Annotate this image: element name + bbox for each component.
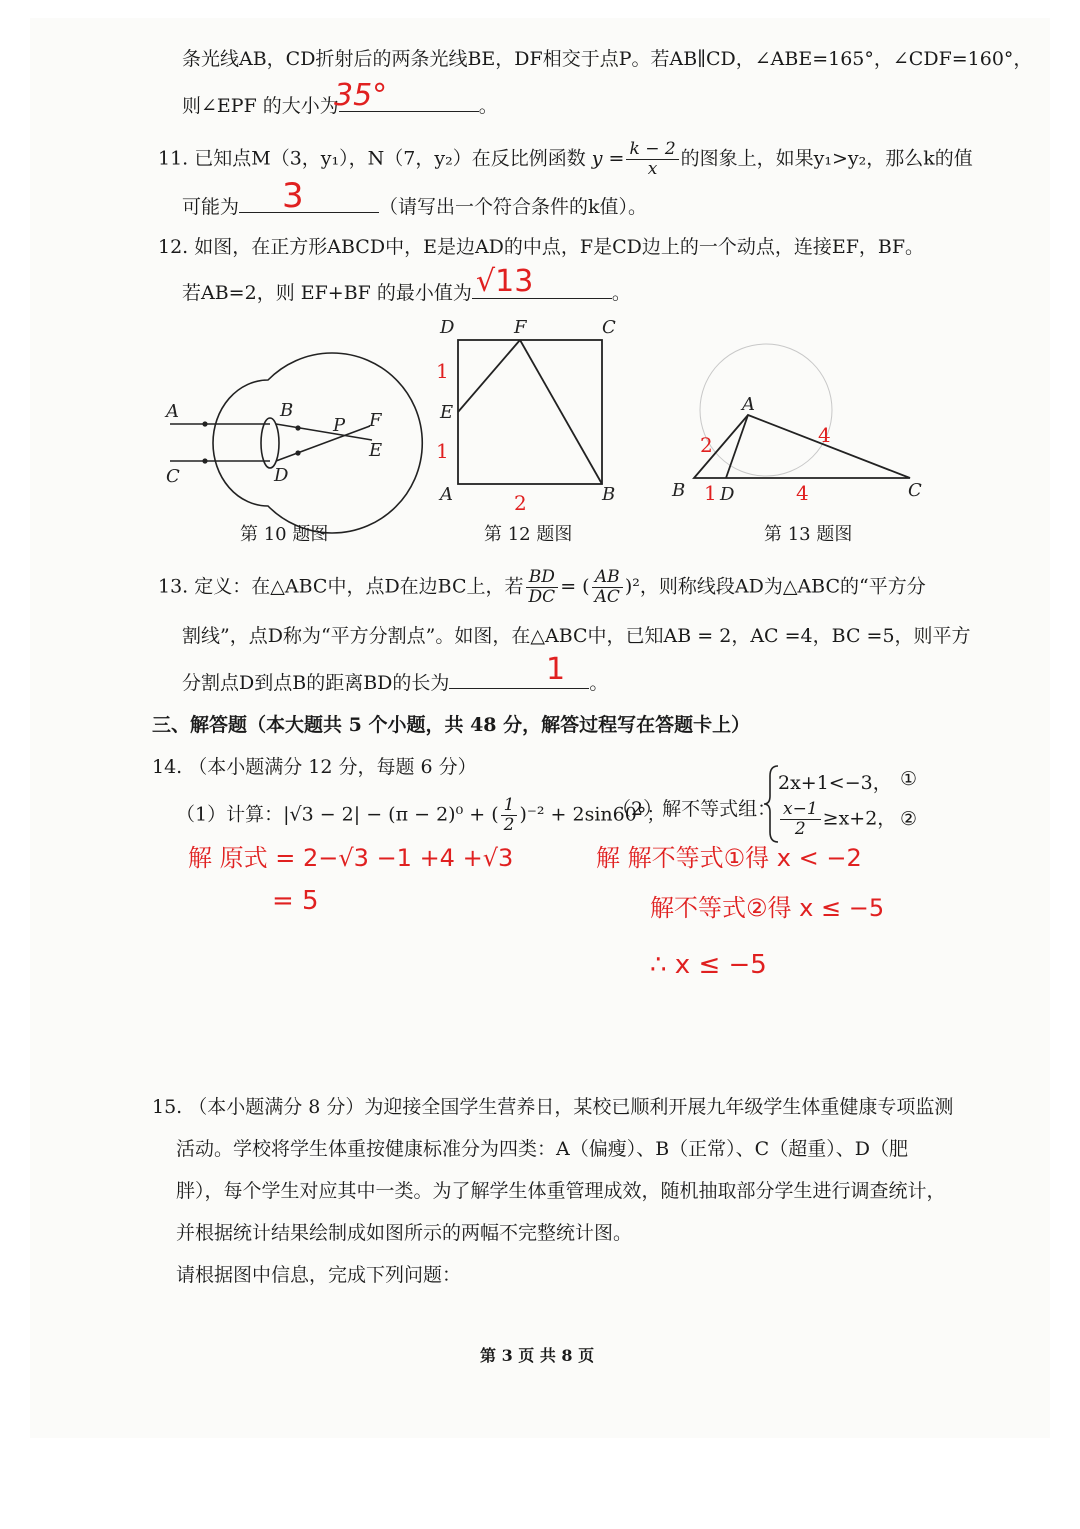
- q14-half-num: 1: [501, 796, 518, 816]
- fig10-label-f: F: [369, 410, 382, 431]
- fig10-caption: 第 10 题图: [240, 524, 329, 545]
- q10-handwritten-answer: 35°: [334, 78, 388, 113]
- fig13-hw-dc: 4: [796, 481, 809, 505]
- q10-line1: 条光线AB，CD折射后的两条光线BE，DF相交于点P。若AB∥CD，∠ABE=165°，∠CDF=160°，: [182, 48, 1033, 70]
- fig13-segment-ad: [726, 415, 748, 478]
- q12-text: 如图，在正方形ABCD中，E是边AD的中点，F是CD边上的一个动点，连接EF，BF。: [194, 236, 925, 258]
- fig10-eyeball: [213, 353, 422, 533]
- q13-f1-num: BD: [526, 568, 558, 588]
- q14-half-den: 2: [503, 815, 515, 835]
- fig13-hw-ac: 4: [818, 423, 831, 447]
- fig10-diagram: [170, 353, 422, 533]
- q13-answer-blank: [449, 666, 589, 689]
- q14-part2-label: （2）解不等式组：: [612, 798, 777, 820]
- q13-line2: 割线”，点D称为“平方分割点”。如图，在△ABC中，已知AB = 2，AC =4，BC =5，则平方: [182, 625, 971, 647]
- q14-ineq1: 2x+1<−3，: [778, 772, 892, 794]
- fig10-label-b: B: [280, 400, 294, 421]
- page-footer: 第 3 页 共 8 页: [480, 1346, 595, 1365]
- q13-f2-den: AC: [594, 587, 620, 607]
- q13-pow: )²: [624, 575, 640, 598]
- fig12-diagram: [458, 340, 602, 484]
- fig10-label-p: P: [333, 415, 346, 436]
- q14-part1: [176, 796, 665, 835]
- q13-f1-den: DC: [528, 587, 556, 607]
- fig12-segment-fb: [520, 340, 602, 484]
- q14-ineq2-fraction: [780, 800, 821, 839]
- q12-suffix: 。: [611, 282, 631, 304]
- fig10-label-c: C: [166, 466, 180, 487]
- fig10-dot-b: [296, 426, 300, 430]
- q10-suffix: 。: [478, 95, 498, 117]
- q14-part1-b: )⁻² + 2sin60°；: [519, 803, 666, 826]
- q14-header: 14. （本小题满分 12 分，每题 6 分）: [152, 756, 477, 778]
- q13-line1: [158, 568, 926, 607]
- fig13-label-d: D: [720, 484, 735, 505]
- q14-half-fraction: [501, 796, 518, 835]
- q14-ineq2-num: x−1: [780, 800, 821, 820]
- q11-prefix: 可能为: [182, 196, 240, 218]
- q13-prefix: 分割点D到点B的距离BD的长为: [182, 672, 450, 694]
- fig10-label-e: E: [369, 440, 383, 461]
- q14-part1-a: （1）计算：|√3 − 2| − (π − 2)⁰ + (: [176, 803, 499, 826]
- figures-svg: [0, 0, 1080, 560]
- fig12-segment-ef: [458, 340, 520, 412]
- fig10-labels: [164, 400, 383, 487]
- fig12-label-a: A: [440, 484, 453, 505]
- q14-mark-2: ②: [900, 808, 918, 830]
- q15-line5: 请根据图中信息，完成下列问题：: [176, 1264, 462, 1286]
- fig13-label-a: A: [742, 394, 755, 415]
- fig12-square: [458, 340, 602, 484]
- q12-handwritten-answer: √13: [476, 264, 534, 299]
- q11-func-lhs: y =: [591, 147, 625, 170]
- fig10-dot-d: [296, 451, 300, 455]
- fig12-hw-mark-2: 1: [436, 439, 449, 463]
- q11-frac-num: k − 2: [626, 140, 678, 160]
- fig13-label-b: B: [672, 480, 686, 501]
- q11-text-b: 的图象上，如果y₁>y₂，那么k的值: [680, 147, 973, 170]
- fig12-label-c: C: [602, 317, 616, 338]
- fig13-faint-circle: [700, 344, 832, 476]
- q13-frac-1: [526, 568, 559, 607]
- fig10-label-d: D: [274, 465, 289, 486]
- q15-line2: 活动。学校将学生体重按健康标准分为四类：A（偏瘦）、B（正常）、C（超重）、D（肥: [176, 1138, 908, 1160]
- q15-line4: 并根据统计结果绘制成如图所示的两幅不完整统计图。: [176, 1222, 633, 1244]
- fig13-label-c: C: [908, 480, 922, 501]
- fig13-hw-ab: 2: [700, 433, 713, 457]
- q11-frac-den: x: [647, 159, 658, 179]
- q15-line1: 15. （本小题满分 8 分）为迎接全国学生营养日，某校已顺利开展九年级学生体重健康专项监测: [152, 1096, 954, 1118]
- fig10-arrow-c: [203, 459, 207, 463]
- q12-number: 12.: [158, 236, 189, 258]
- q13-f2-num: AB: [592, 568, 623, 588]
- fig10-label-a: A: [166, 401, 179, 422]
- fig12-label-d: D: [440, 317, 455, 338]
- q13-suffix: 。: [589, 672, 609, 694]
- q13-text-a: 定义：在△ABC中，点D在边BC上，若: [194, 575, 524, 598]
- fig13-hw-bd: 1: [704, 481, 717, 505]
- q14-hw2-line3: ∴ x ≤ −5: [650, 950, 767, 980]
- q13-number: 13.: [158, 575, 189, 598]
- section3-title: 三、解答题（本大题共 5 个小题，共 48 分，解答过程写在答题卡上）: [152, 714, 751, 736]
- q14-hw1-line2: = 5: [272, 886, 319, 916]
- fig12-hw-mark-1: 1: [436, 359, 449, 383]
- q11-suffix: （请写出一个符合条件的k值）。: [379, 196, 648, 218]
- q13-text-b: ，则称线段AD为△ABC的“平方分: [639, 575, 926, 598]
- q12-prefix: 若AB=2，则 EF+BF 的最小值为: [182, 282, 472, 304]
- q11-text-a: 已知点M（3，y₁），N（7，y₂）在反比例函数: [194, 147, 586, 170]
- fig10-arrow-a: [203, 422, 207, 426]
- q14-hw2-line2: 解不等式②得 x ≤ −5: [650, 894, 885, 922]
- fig13-caption: 第 13 题图: [764, 524, 853, 545]
- fig12-hw-mark-3: 2: [514, 491, 527, 515]
- q15-line3: 胖），每个学生对应其中一类。为了解学生体重管理成效，随机抽取部分学生进行调查统计，: [176, 1180, 946, 1202]
- q13-frac-2: [592, 568, 623, 607]
- fig10-ray-bp: [276, 424, 372, 440]
- fig12-label-f: F: [514, 317, 527, 338]
- fig13-diagram: [694, 415, 910, 478]
- q14-ineq2-rest: ≥x+2，: [822, 807, 897, 830]
- q14-hw2-line1: 解 解不等式①得 x < −2: [596, 844, 862, 872]
- q13-line3: [182, 666, 608, 696]
- q11-number: 11.: [158, 147, 189, 170]
- q13-handwritten-answer: 1: [546, 652, 566, 687]
- q14-hw1-line1: 解 原式 = 2−√3 −1 +4 +√3: [188, 844, 514, 872]
- fig12-label-b: B: [602, 484, 616, 505]
- q14-ineq2: [778, 800, 896, 839]
- fig12-label-e: E: [440, 402, 454, 423]
- fig12-labels: [438, 317, 616, 505]
- q13-eq: = (: [560, 575, 590, 598]
- q11-handwritten-answer: 3: [282, 176, 304, 216]
- q14-mark-1: ①: [900, 768, 918, 790]
- q10-prefix: 则∠EPF 的大小为: [182, 95, 339, 117]
- fig13-triangle: [694, 415, 910, 478]
- fig12-caption: 第 12 题图: [484, 524, 573, 545]
- q14-ineq2-den: 2: [794, 819, 806, 839]
- q14-brace-path: [764, 766, 778, 842]
